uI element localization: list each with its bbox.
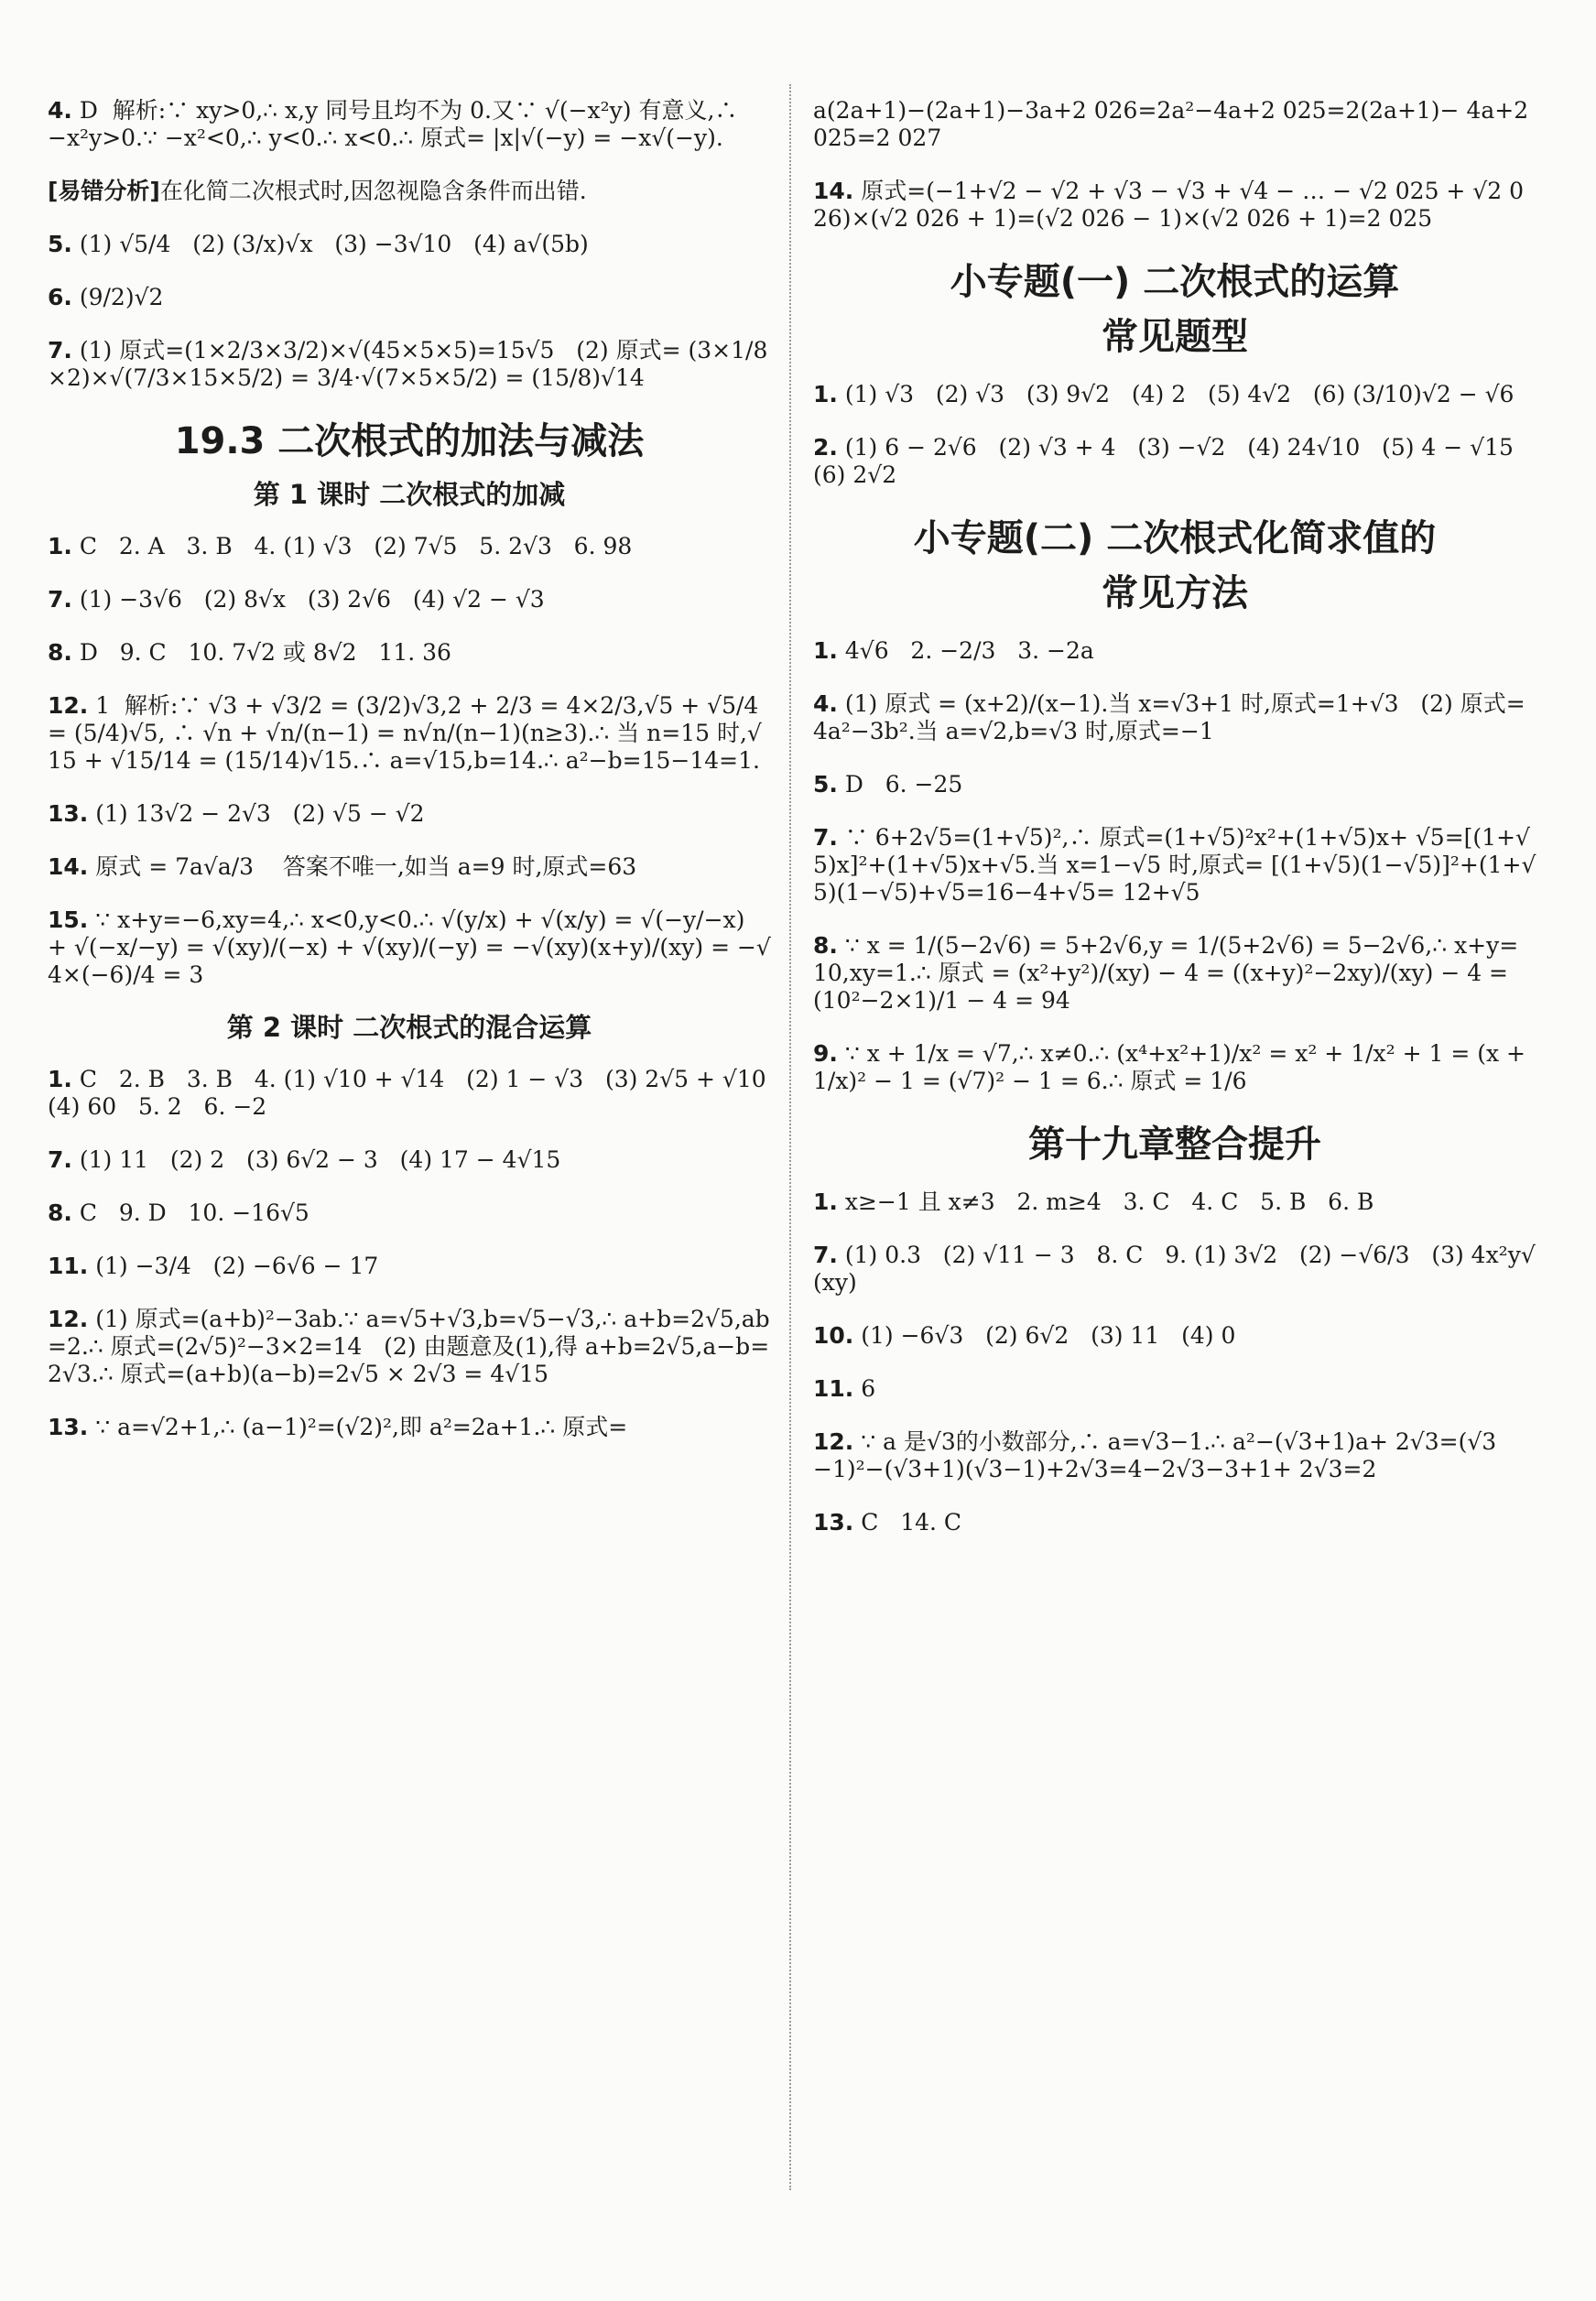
answer-item: [48, 1293, 771, 1401]
answer-text: 在化简二次根式时,因忽视隐含条件而出错.: [159, 178, 587, 204]
item-number: 12.: [48, 692, 89, 719]
item-number: 9.: [813, 1040, 838, 1067]
item-number: 13.: [813, 1509, 854, 1536]
section-heading: 小专题(一) 二次根式的运算 常见题型: [950, 261, 1400, 358]
item-number: 12.: [813, 1428, 854, 1455]
answer-text: ∵ x + 1/x = √7,∴ x≠0.∴ (x⁴+x²+1)/x² = x² + 1/x² + 1 = (x + 1/x)² − 1 = (√7)² − 1 = 6.∴ 原式 = 1/6: [813, 1040, 1533, 1094]
answer-text: x≥−1 且 x≠3 2. m≥4 3. C 4. C 5. B 6. B: [837, 1188, 1374, 1215]
answer-text: (9/2)√2: [71, 284, 164, 310]
answer-text: (1) √5/4 (2) (3/x)√x (3) −3√10 (4) a√(5b): [71, 231, 589, 257]
item-number: [易错分析]: [48, 178, 160, 204]
answer-item: [813, 1309, 1536, 1362]
answer-item: [48, 218, 771, 271]
answer-item: [48, 165, 771, 218]
answer-item: [48, 787, 771, 841]
item-number: 7.: [813, 1242, 838, 1268]
answer-item: [813, 758, 1536, 811]
answer-text: ∵ x = 1/(5−2√6) = 5+2√6,y = 1/(5+2√6) = 5−2√6,∴ x+y= 10,xy=1.∴ 原式 = (x²+y²)/(xy) − 4 = ((x+y)²−2xy)/(xy) − 4 = (10²−2×1)/1 − 4 = 94: [813, 932, 1526, 1014]
answer-text: ∵ 6+2√5=(1+√5)²,∴ 原式=(1+√5)²x²+(1+√5)x+ √5=[(1+√5)x]²+(1+√5)x+√5.当 x=1−√5 时,原式= [(1+√5)(1−√5)]²+(1+√5)(1−√5)+√5=16−4+√5= 12+√5: [813, 824, 1536, 906]
answer-item: [813, 1416, 1536, 1496]
answer-text: (1) 13√2 − 2√3 (2) √5 − √2: [88, 800, 425, 827]
item-number: 1.: [48, 1066, 72, 1092]
item-number: 1.: [813, 637, 838, 664]
answer-text: 原式=(−1+√2 − √2 + √3 − √3 + √4 − … − √2 025 + √2 026)×(√2 026 + 1)=(√2 026 − 1)×(√2 026 + 1)=2 025: [813, 178, 1524, 232]
answer-item: [813, 368, 1536, 421]
item-number: 7.: [48, 337, 72, 364]
section-heading: 第十九章整合提升: [1028, 1123, 1321, 1166]
item-number: 15.: [48, 906, 89, 933]
answer-item: [48, 84, 771, 165]
item-number: 13.: [48, 1414, 89, 1440]
section-heading: 19.3 二次根式的加法与减法: [174, 420, 645, 462]
answer-item: [48, 626, 771, 679]
answer-item: [48, 573, 771, 626]
item-number: 11.: [813, 1375, 854, 1402]
lesson-heading: 第 1 课时 二次根式的加减: [253, 479, 566, 510]
answer-text: (1) √3 (2) √3 (3) 9√2 (4) 2 (5) 4√2 (6) (3/10)√2 − √6: [837, 381, 1515, 407]
item-number: 14.: [813, 178, 854, 204]
item-number: 4.: [813, 690, 838, 717]
column-divider: [789, 84, 791, 2190]
answer-text: ∵ x+y=−6,xy=4,∴ x<0,y<0.∴ √(y/x) + √(x/y) = √(−y/−x) + √(−x/−y) = √(xy)/(−x) + √(xy)/(−y) = −√(xy)(x+y)/(xy) = −√4×(−6)/4 = 3: [48, 906, 771, 988]
answer-item: [813, 919, 1536, 1027]
answer-item: [48, 271, 771, 324]
lesson-heading: 第 2 课时 二次根式的混合运算: [226, 1012, 592, 1043]
answer-text: C 14. C: [853, 1509, 962, 1536]
answer-text: 原式 = 7a√a/3 答案不唯一,如当 a=9 时,原式=63: [88, 853, 637, 880]
item-number: 8.: [48, 639, 72, 666]
answer-item: [48, 520, 771, 573]
answer-text: C 2. B 3. B 4. (1) √10 + √14 (2) 1 − √3 (3) 2√5 + √10 (4) 60 5. 2 6. −2: [48, 1066, 788, 1120]
answer-item: [48, 1187, 771, 1240]
item-number: 7.: [48, 1146, 72, 1173]
answer-text: 1 解析:∵ √3 + √3/2 = (3/2)√3,2 + 2/3 = 4×2/3,√5 + √5/4 = (5/4)√5, ∴ √n + √n/(n−1) = n√n/(n−1)(n≥3).∴ 当 n=15 时,√15 + √15/14 = (15/14)√15.∴ a=√15,b=14.∴ a²−b=15−14=1.: [48, 692, 766, 774]
answer-text: 6: [853, 1375, 876, 1402]
answer-item: [48, 1240, 771, 1293]
answer-text: a(2a+1)−(2a+1)−3a+2 026=2a²−4a+2 025=2(2a+1)− 4a+2 025=2 027: [813, 97, 1536, 151]
answer-text: C 2. A 3. B 4. (1) √3 (2) 7√5 5. 2√3 6. 98: [71, 533, 633, 559]
item-number: 5.: [48, 231, 72, 257]
answer-item: [813, 1176, 1536, 1229]
answer-item: [813, 678, 1536, 758]
answer-text: D 9. C 10. 7√2 或 8√2 11. 36: [71, 639, 451, 666]
section-heading: 小专题(二) 二次根式化简求值的 常见方法: [913, 517, 1437, 614]
answer-text: (1) 原式=(a+b)²−3ab.∵ a=√5+√3,b=√5−√3,∴ a+b=2√5,ab=2.∴ 原式=(2√5)²−3×2=14 (2) 由题意及(1),得 a+b=2√5,a−b=2√3.∴ 原式=(a+b)(a−b)=2√5 × 2√3 = 4√15: [48, 1306, 770, 1387]
answer-text: D 6. −25: [837, 771, 963, 798]
item-number: 1.: [813, 381, 838, 407]
item-number: 1.: [48, 533, 72, 559]
answer-item: [813, 84, 1536, 165]
item-number: 14.: [48, 853, 89, 880]
item-number: 4.: [48, 97, 72, 124]
item-number: 8.: [48, 1199, 72, 1226]
answer-text: ∵ a 是√3的小数部分,∴ a=√3−1.∴ a²−(√3+1)a+ 2√3=(√3−1)²−(√3+1)(√3−1)+2√3=4−2√3−3+1+ 2√3=2: [813, 1428, 1497, 1482]
answer-item: [48, 841, 771, 894]
answer-item: [48, 1053, 788, 1134]
answer-text: (1) −3/4 (2) −6√6 − 17: [88, 1253, 379, 1279]
item-number: 5.: [813, 771, 838, 798]
item-number: 8.: [813, 932, 838, 959]
answer-item: [813, 1362, 1536, 1416]
answer-item: [813, 1496, 1536, 1549]
answer-text: (1) −3√6 (2) 8√x (3) 2√6 (4) √2 − √3: [71, 586, 545, 613]
item-number: 13.: [48, 800, 89, 827]
answer-text: D 解析:∵ xy>0,∴ x,y 同号且均不为 0.又∵ √(−x²y) 有意义,∴ −x²y>0.∵ −x²<0,∴ y<0.∴ x<0.∴ 原式= |x|√(−y) = −x√(−y).: [48, 97, 745, 151]
answer-item: [48, 894, 771, 1002]
answer-text: (1) −6√3 (2) 6√2 (3) 11 (4) 0: [853, 1322, 1236, 1349]
item-number: 10.: [813, 1322, 854, 1349]
answer-item: [813, 811, 1536, 919]
answer-item: [813, 1229, 1536, 1309]
answer-text: ∵ a=√2+1,∴ (a−1)²=(√2)²,即 a²=2a+1.∴ 原式=: [88, 1414, 628, 1440]
answer-text: (1) 0.3 (2) √11 − 3 8. C 9. (1) 3√2 (2) −√6/3 (3) 4x²y√(xy): [813, 1242, 1536, 1296]
item-number: 11.: [48, 1253, 89, 1279]
answer-text: 4√6 2. −2/3 3. −2a: [837, 637, 1094, 664]
answer-item: [48, 679, 771, 787]
item-number: 6.: [48, 284, 72, 310]
answer-item: [813, 1027, 1536, 1108]
answer-item: [813, 165, 1536, 245]
answer-text: (1) 原式=(1×2/3×3/2)×√(45×5×5)=15√5 (2) 原式= (3×1/8×2)×√(7/3×15×5/2) = 3/4·√(7×5×5/2) = (15/8)√14: [48, 337, 768, 391]
right-column: [813, 84, 1536, 1549]
item-number: 1.: [813, 1188, 838, 1215]
left-column: [48, 84, 788, 1454]
answer-text: (1) 11 (2) 2 (3) 6√2 − 3 (4) 17 − 4√15: [71, 1146, 561, 1173]
item-number: 12.: [48, 1306, 89, 1332]
answer-item: [48, 1401, 771, 1454]
item-number: 7.: [813, 824, 838, 851]
answer-text: (1) 原式 = (x+2)/(x−1).当 x=√3+1 时,原式=1+√3 (2) 原式=4a²−3b².当 a=√2,b=√3 时,原式=−1: [813, 690, 1525, 744]
answer-item: [48, 324, 771, 405]
answer-item: [813, 421, 1536, 502]
answer-item: [813, 624, 1536, 678]
item-number: 7.: [48, 586, 72, 613]
answer-text: C 9. D 10. −16√5: [71, 1199, 309, 1226]
item-number: 2.: [813, 434, 838, 461]
answer-text: (1) 6 − 2√6 (2) √3 + 4 (3) −√2 (4) 24√10 (5) 4 − √15 (6) 2√2: [813, 434, 1536, 488]
answer-item: [48, 1134, 771, 1187]
